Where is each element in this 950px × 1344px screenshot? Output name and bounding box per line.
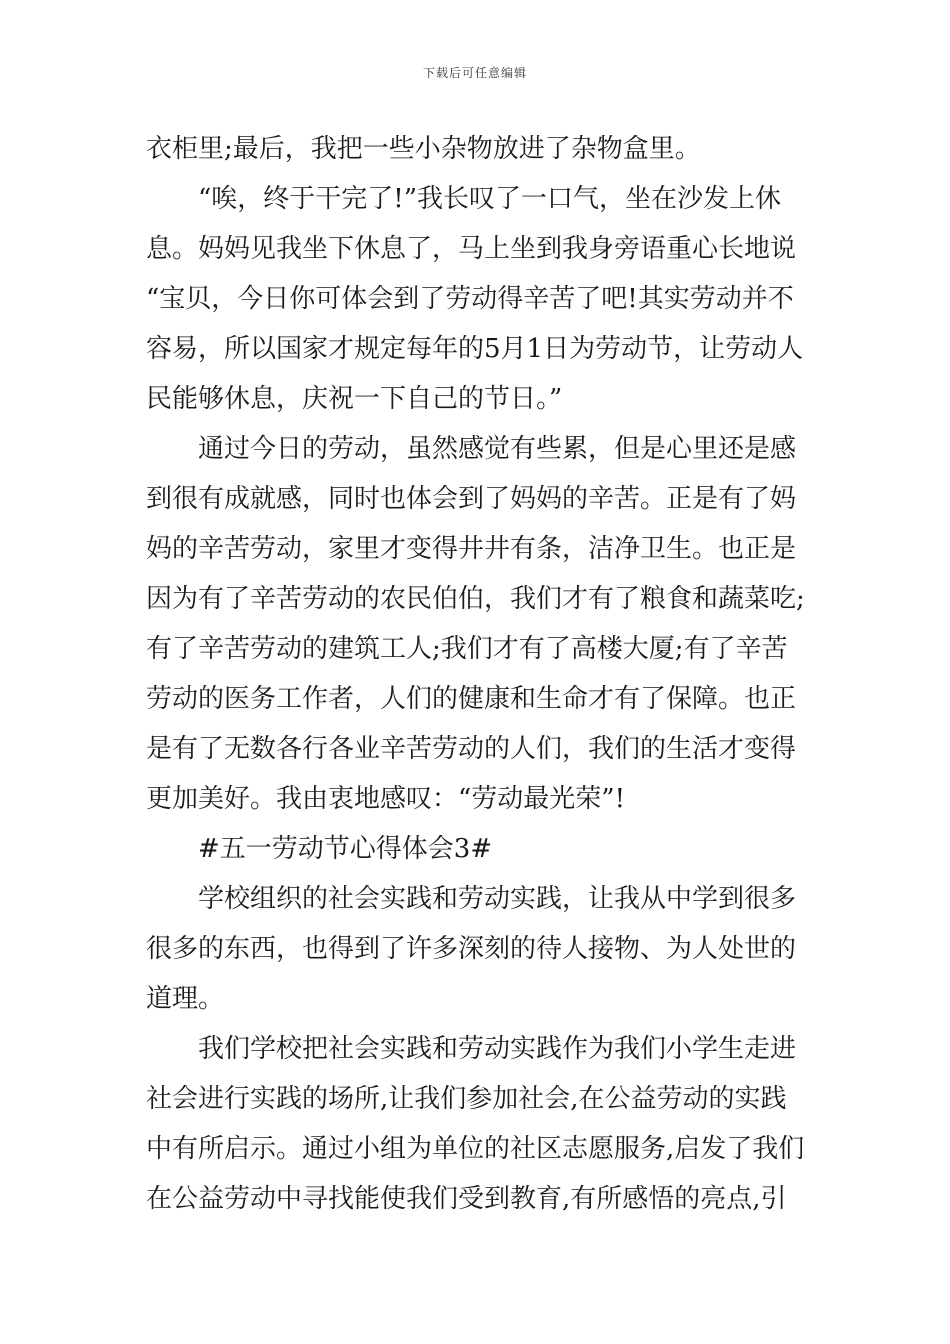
text-line: 社会进行实践的场所,让我们参加社会,在公益劳动的实践: [146, 1084, 787, 1114]
paragraph-4: [146, 874, 806, 1024]
text-line: 息。妈妈见我坐下休息了，马上坐到我身旁语重心长地说: [146, 234, 797, 264]
text-line: 学校组织的社会实践和劳动实践，让我从中学到很多: [198, 884, 797, 914]
text-line: 因为有了辛苦劳动的农民伯伯，我们才有了粮食和蔬菜吃;: [146, 584, 805, 614]
text-line: “宝贝，今日你可体会到了劳动得辛苦了吧!其实劳动并不: [146, 284, 794, 314]
text-line: 到很有成就感，同时也体会到了妈妈的辛苦。正是有了妈: [146, 484, 797, 514]
text-line: 在公益劳动中寻找能使我们受到教育,有所感悟的亮点,引: [146, 1184, 787, 1214]
text-line: 衣柜里;最后，我把一些小杂物放进了杂物盒里。: [146, 134, 701, 164]
text-line: 民能够休息，庆祝一下自己的节日。”: [146, 384, 563, 414]
text-line: 通过今日的劳动，虽然感觉有些累，但是心里还是感: [198, 434, 797, 464]
paragraph-2: [146, 174, 806, 424]
text-line: 更加美好。我由衷地感叹：“劳动最光荣”!: [146, 784, 626, 814]
text-line: 有了辛苦劳动的建筑工人;我们才有了高楼大厦;有了辛苦: [146, 634, 788, 664]
paragraph-3: [146, 424, 806, 824]
text-line: 容易，所以国家才规定每年的5月1日为劳动节，让劳动人: [146, 334, 804, 364]
text-line: 中有所启示。通过小组为单位的社区志愿服务,启发了我们: [146, 1134, 805, 1164]
text-line: 劳动的医务工作者，人们的健康和生命才有了保障。也正: [146, 684, 797, 714]
text-line: #五一劳动节心得体会3#: [198, 834, 493, 864]
page-header: 下载后可任意编辑: [422, 66, 527, 80]
text-line: 道理。: [146, 984, 225, 1014]
document-body: [146, 124, 806, 1224]
text-line: “唉，终于干完了!”我长叹了一口气，坐在沙发上休: [198, 184, 782, 214]
paragraph-5: [146, 1024, 806, 1224]
text-line: 很多的东西，也得到了许多深刻的待人接物、为人处世的: [146, 934, 797, 964]
section-heading: [146, 824, 806, 874]
text-line: 我们学校把社会实践和劳动实践作为我们小学生走进: [198, 1034, 797, 1064]
text-line: 是有了无数各行各业辛苦劳动的人们，我们的生活才变得: [146, 734, 797, 764]
paragraph-1: [146, 124, 806, 174]
text-line: 妈的辛苦劳动，家里才变得井井有条，洁净卫生。也正是: [146, 534, 797, 564]
